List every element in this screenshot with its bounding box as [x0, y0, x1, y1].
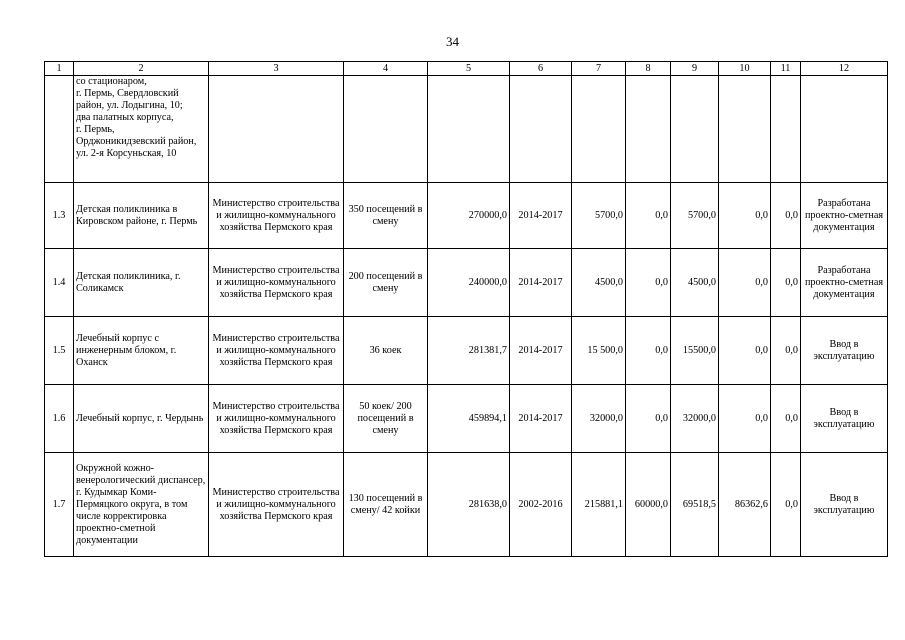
column-header: 3 [209, 62, 344, 76]
value-col8: 0,0 [626, 183, 671, 249]
row-number: 1.7 [45, 453, 74, 557]
column-header: 5 [428, 62, 510, 76]
value-col7: 5700,0 [572, 183, 626, 249]
capacity: 350 посещений в смену [344, 183, 428, 249]
value-col10: 0,0 [719, 183, 771, 249]
table-row [45, 183, 888, 249]
value-col7: 4500,0 [572, 249, 626, 317]
value-col8: 0,0 [626, 249, 671, 317]
value-col9: 32000,0 [671, 385, 719, 453]
column-number-row [45, 62, 888, 76]
projects-table [44, 61, 888, 557]
period: 2014-2017 [510, 385, 572, 453]
expected-result: Разработана проектно-сметная документация [801, 183, 888, 249]
value-col8: 0,0 [626, 317, 671, 385]
value-col9: 69518,5 [671, 453, 719, 557]
value-col8: 60000,0 [626, 453, 671, 557]
value-col11: 0,0 [771, 453, 801, 557]
table-row [45, 249, 888, 317]
period: 2014-2017 [510, 249, 572, 317]
estimated-cost: 270000,0 [428, 183, 510, 249]
capacity: 130 посещений в смену/ 42 койки [344, 453, 428, 557]
object-name: Детская поликлиника, г. Соликамск [74, 249, 209, 317]
row-number: 1.6 [45, 385, 74, 453]
page-number: 34 [446, 34, 459, 49]
estimated-cost: 281381,7 [428, 317, 510, 385]
value-col10: 0,0 [719, 317, 771, 385]
column-header: 7 [572, 62, 626, 76]
period: 2014-2017 [510, 183, 572, 249]
estimated-cost: 240000,0 [428, 249, 510, 317]
responsible-org: Министерство строительства и жилищно-коммунального хозяйства Пермского края [209, 249, 344, 317]
expected-result: Ввод в эксплуатацию [801, 317, 888, 385]
value-col10: 86362,6 [719, 453, 771, 557]
value-col11: 0,0 [771, 317, 801, 385]
object-name: Лечебный корпус, г. Чердынь [74, 385, 209, 453]
value-col11: 0,0 [771, 385, 801, 453]
estimated-cost: 281638,0 [428, 453, 510, 557]
responsible-org: Министерство строительства и жилищно-коммунального хозяйства Пермского края [209, 385, 344, 453]
column-header: 1 [45, 62, 74, 76]
value-col8: 0,0 [626, 385, 671, 453]
object-name: Окружной кожно-венерологический диспансер, г. Кудымкар Коми-Пермяцкого округа, в том числе корректировка проектно-сметной документации [74, 453, 209, 557]
table-row [45, 453, 888, 557]
estimated-cost: 459894,1 [428, 385, 510, 453]
responsible-org: Министерство строительства и жилищно-коммунального хозяйства Пермского края [209, 183, 344, 249]
expected-result: Ввод в эксплуатацию [801, 453, 888, 557]
value-col9: 15500,0 [671, 317, 719, 385]
column-header: 8 [626, 62, 671, 76]
column-header: 2 [74, 62, 209, 76]
column-header: 11 [771, 62, 801, 76]
value-col7: 15 500,0 [572, 317, 626, 385]
value-col7: 215881,1 [572, 453, 626, 557]
row-number: 1.3 [45, 183, 74, 249]
column-header: 9 [671, 62, 719, 76]
column-header: 12 [801, 62, 888, 76]
column-header: 6 [510, 62, 572, 76]
responsible-org: Министерство строительства и жилищно-коммунального хозяйства Пермского края [209, 453, 344, 557]
period: 2002-2016 [510, 453, 572, 557]
row-number: 1.4 [45, 249, 74, 317]
expected-result: Ввод в эксплуатацию [801, 385, 888, 453]
capacity: 200 посещений в смену [344, 249, 428, 317]
row-number: 1.5 [45, 317, 74, 385]
value-col9: 5700,0 [671, 183, 719, 249]
value-col9: 4500,0 [671, 249, 719, 317]
continuation-row [45, 76, 888, 183]
column-header: 10 [719, 62, 771, 76]
object-name: Лечебный корпус с инженерным блоком, г. Оханск [74, 317, 209, 385]
value-col10: 0,0 [719, 385, 771, 453]
table-row [45, 317, 888, 385]
object-name: со стационаром, г. Пермь, Свердловский район, ул. Лодыгина, 10; два палатных корпуса, г. Пермь, Орджоникидзевский район, ул. 2-я Корсуньская, 10 [74, 76, 209, 183]
table-row [45, 385, 888, 453]
capacity: 50 коек/ 200 посещений в смену [344, 385, 428, 453]
value-col11: 0,0 [771, 249, 801, 317]
expected-result: Разработана проектно-сметная документация [801, 249, 888, 317]
capacity: 36 коек [344, 317, 428, 385]
period: 2014-2017 [510, 317, 572, 385]
value-col10: 0,0 [719, 249, 771, 317]
value-col7: 32000,0 [572, 385, 626, 453]
value-col11: 0,0 [771, 183, 801, 249]
responsible-org: Министерство строительства и жилищно-коммунального хозяйства Пермского края [209, 317, 344, 385]
object-name: Детская поликлиника в Кировском районе, г. Пермь [74, 183, 209, 249]
column-header: 4 [344, 62, 428, 76]
